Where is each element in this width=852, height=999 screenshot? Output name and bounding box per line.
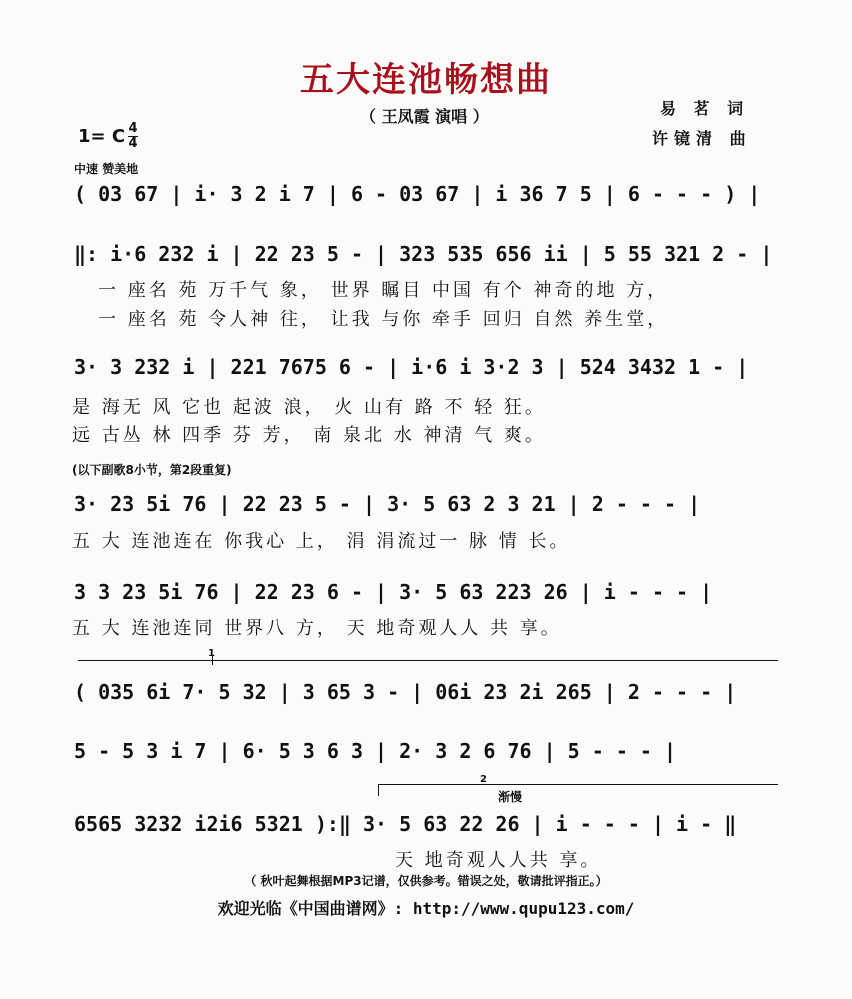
lyric-line-4: 远 古丛 林 四季 芬 芳， 南 泉北 水 神清 气 爽。 <box>72 425 546 446</box>
lyric-line-6: 五 大 连池连同 世界八 方， 天 地奇观人人 共 享。 <box>72 618 562 639</box>
notation-row-6: ( 035 6i 7· 5 32 | 3 65 3 - | 06i 23 2i 265 | 2 - - - | <box>74 680 737 704</box>
notation-row-5: 3 3 23 5i 76 | 22 23 6 - | 3· 5 63 223 26 | i - - - | <box>74 580 713 604</box>
singer-credit: （ 王凤霞 演唱 ） <box>360 107 489 126</box>
ritardando-mark: 渐慢 <box>498 790 523 804</box>
tempo-marking: 中速 赞美地 <box>74 162 139 176</box>
lyricist-credit: 易 茗 词 <box>660 99 750 118</box>
notation-row-1: ( 03 67 | i· 3 2 i 7 | 6 - 03 67 | i 36 7 5 | 6 - - - ) | <box>74 182 761 206</box>
notation-row-7: 5 - 5 3 i 7 | 6· 5 3 6 3 | 2· 3 2 6 76 | 5 - - - | <box>74 739 677 763</box>
time-sig-top: 4 <box>128 121 138 136</box>
lyric-line-3: 是 海无 风 它也 起波 浪， 火 山有 路 不 轻 狂。 <box>72 397 546 418</box>
composer-credit: 许镜清 曲 <box>652 129 752 148</box>
notation-row-8: 6565 3232 i2i6 5321 ):‖ 3· 5 63 22 26 | i - - - | i - ‖ <box>74 812 737 836</box>
volta-2-label: 2 <box>480 774 487 785</box>
footer-site: 欢迎光临《中国曲谱网》: http://www.qupu123.com/ <box>217 899 635 918</box>
chorus-note: (以下副歌8小节，第2段重复) <box>72 463 232 477</box>
lyric-line-5: 五 大 连池连在 你我心 上， 涓 涓流过一 脉 情 长。 <box>72 531 571 552</box>
time-sig-bottom: 4 <box>128 136 138 151</box>
notation-row-3: 3· 3 232 i | 221 7675 6 - | i·6 i 3·2 3 | 524 3432 1 - | <box>74 355 749 379</box>
volta-2-tick <box>378 784 379 796</box>
time-signature <box>128 122 138 151</box>
notation-row-4: 3· 23 5i 76 | 22 23 5 - | 3· 5 63 2 3 21 | 2 - - - | <box>74 492 701 516</box>
lyric-line-2: 一 座名 苑 令人神 往， 让我 与你 牵手 回归 自然 养生堂， <box>98 309 669 330</box>
lyric-line-1: 一 座名 苑 万千气 象， 世界 瞩目 中国 有个 神奇的地 方， <box>98 280 669 301</box>
volta-1-label: 1 <box>208 648 215 659</box>
volta-2-bracket <box>378 784 778 785</box>
notation-row-2: ‖: i·6 232 i | 22 23 5 - | 323 535 656 ii | 5 55 321 2 - | <box>74 242 773 266</box>
lyric-line-7: 天 地奇观人人共 享。 <box>395 850 602 871</box>
footer-note: （ 秋叶起舞根据MP3记谱，仅供参考。错误之处，敬请批评指正。） <box>244 874 608 888</box>
volta-1-bracket <box>78 660 778 661</box>
song-title: 五大连池畅想曲 <box>300 60 552 100</box>
key-signature: 1= C <box>78 126 126 147</box>
